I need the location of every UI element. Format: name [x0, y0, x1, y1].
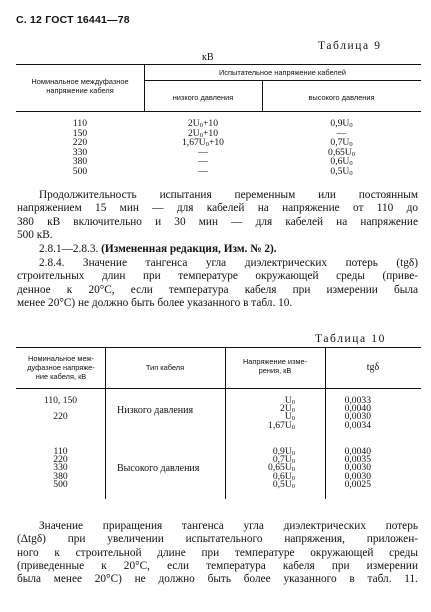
- table10-tg-cell: 0,0033: [344, 395, 371, 406]
- table10-tg-cell: 0,0030: [344, 470, 371, 482]
- table10-tg-cell: 0,0040: [344, 446, 371, 457]
- table10-tg-cell: 0,0025: [344, 478, 371, 490]
- table10-measure-cell: $1,67U_0$: [268, 419, 295, 431]
- table10-measure-cell: $0,7U_0$: [272, 454, 295, 466]
- table10-tg-cell: 0,0035: [344, 454, 371, 466]
- table10-group1-voltages: [16, 397, 105, 430]
- table9-high-cell: $0,6U_0$: [330, 156, 353, 168]
- table9-high-cell: $0,65U_0$: [328, 146, 355, 158]
- table10-voltage-cell: 380: [53, 470, 68, 482]
- table10-head-voltage: Номинальное меж-дуфазное напряже-ние кабеля, кВ: [27, 354, 95, 381]
- table10-measure-cell: $0,65U_0$: [268, 462, 295, 474]
- table10-head-type: Тип кабеля: [145, 363, 185, 372]
- p3-line-1: 2.8.4. Значение тангенса угла диэлектрических потерь (tgδ): [39, 257, 418, 269]
- table9-high-cell: $0,5U_0$: [330, 165, 353, 177]
- table10-voltage-cell: 500: [53, 478, 68, 490]
- table9-voltage-cell: 150: [72, 127, 88, 139]
- p3-line-4: менее 20°С) не должно быть более указанного в табл. 10.: [17, 296, 293, 309]
- table9-low-pressure-column: [144, 119, 262, 177]
- paragraph-test-duration: [17, 189, 418, 242]
- table10-tg-cell: 0,0030: [344, 462, 371, 474]
- table9-voltage-cell: 380: [72, 156, 88, 168]
- paragraph-tg-delta: [17, 257, 418, 310]
- table10-group1-type: Низкого давления: [117, 405, 194, 416]
- table10-voltage-cell: 110: [53, 446, 68, 457]
- table10-group2-voltages: [16, 448, 105, 489]
- table10-caption: Таблица 10: [315, 333, 386, 345]
- table10-voltage-cell: 220: [53, 411, 68, 423]
- final-line-2: (Δtgδ) при увеличении испытательного напряжения, приложен-: [17, 533, 418, 546]
- table9-voltages-column: [16, 119, 144, 177]
- p1-line-3: 380 кВ включительно и 30 мин — для кабелей на напряжение: [17, 215, 418, 228]
- table10-voltage-cell: [16, 422, 105, 430]
- table10-measure-cell: $0,5U_0$: [272, 478, 295, 490]
- table10-measure-cell: $2U_0$: [280, 403, 295, 415]
- table10-measure-cell: $0,6U_0$: [272, 470, 295, 482]
- table9-high-cell: $0,7U_0$: [330, 137, 353, 149]
- table9-voltage-cell: 500: [72, 165, 88, 177]
- table9-low-cell: —: [198, 146, 208, 158]
- table9-low-cell: —: [198, 165, 208, 177]
- table9-voltage-cell: 110: [72, 118, 88, 129]
- table9-low-cell: $1,67U_0+10$: [182, 137, 224, 149]
- table9-caption: Таблица 9: [318, 40, 382, 52]
- p1-line-4: 500 кВ.: [17, 228, 53, 241]
- table9-unit: кВ: [202, 52, 214, 63]
- table10-tg-cell: 0,0030: [344, 411, 371, 423]
- p1-line-1: Продолжительность испытания переменным или постоянным: [39, 189, 418, 201]
- final-line-4: (приведенные к 20°С, если температура кабеля при измерении: [17, 559, 418, 572]
- table10-group2-type: Высокого давления: [117, 463, 200, 474]
- p3-line-3: денное к 20°С, если температура кабеля при измерении была: [17, 283, 418, 296]
- table9-high-cell: $0,9U_0$: [330, 118, 353, 129]
- table10-head-measure: Напряжение изме-рения, кВ: [242, 357, 308, 375]
- table9-high-cell: —: [336, 127, 347, 139]
- final-line-5: была менее 20°С) не должно быть более указанного в табл. 11.: [17, 573, 418, 586]
- table10-voltage-cell: 110, 150: [43, 395, 78, 406]
- table9-low-cell: $2U_0+10$: [188, 118, 218, 129]
- table9-voltage-cell: 220: [72, 137, 88, 149]
- table9-head-test: Испытательное напряжение кабелей: [219, 68, 346, 77]
- p1-line-2: напряжением 15 мин — для кабелей на напряжение от 110 до: [17, 202, 418, 215]
- paragraph-delta-tg: [17, 520, 418, 586]
- table9-head-low: низкого давления: [172, 93, 234, 102]
- page-header: С. 12 ГОСТ 16441—78: [16, 14, 130, 26]
- table10-group1-measure: [225, 397, 295, 430]
- amendment-note: (Измененная редакция, Изм. № 2).: [101, 243, 277, 255]
- table9-low-cell: —: [198, 156, 208, 168]
- table9-high-pressure-column: [262, 119, 421, 177]
- table10-measure-cell: $0,9U_0$: [272, 446, 295, 457]
- paragraph-amendment: [39, 243, 419, 256]
- table10-measure-cell: $U_0$: [284, 395, 295, 406]
- table10-tg-cell: 0,0034: [344, 419, 371, 431]
- final-line-1: Значение приращения тангенса угла диэлектрических потерь: [39, 520, 418, 532]
- table10-group2-tg: [325, 448, 371, 489]
- table9-voltage-cell: 330: [72, 146, 88, 158]
- table10-group1-tg: [325, 397, 371, 430]
- table10-group2-measure: [225, 448, 295, 489]
- table10-voltage-cell: 220: [53, 454, 68, 466]
- table10-voltage-cell: 330: [53, 462, 68, 474]
- amendment-clause: 2.8.1—2.8.3.: [39, 243, 102, 255]
- p3-line-2: строительных длин при температуре окружающей среды (приве-: [17, 270, 418, 283]
- final-line-3: ного к строительной длине при температуре окружающей среды: [17, 546, 418, 559]
- table9-low-cell: $2U_0+10$: [188, 127, 218, 139]
- table10-head-tg: tgδ: [366, 362, 380, 373]
- table10-measure-cell: $U_0$: [284, 411, 295, 423]
- table9-head-voltage: Номинальное междуфазное напряжение кабеля: [31, 77, 129, 95]
- table10-tg-cell: 0,0040: [344, 403, 371, 415]
- table9-head-high: высокого давления: [308, 93, 375, 102]
